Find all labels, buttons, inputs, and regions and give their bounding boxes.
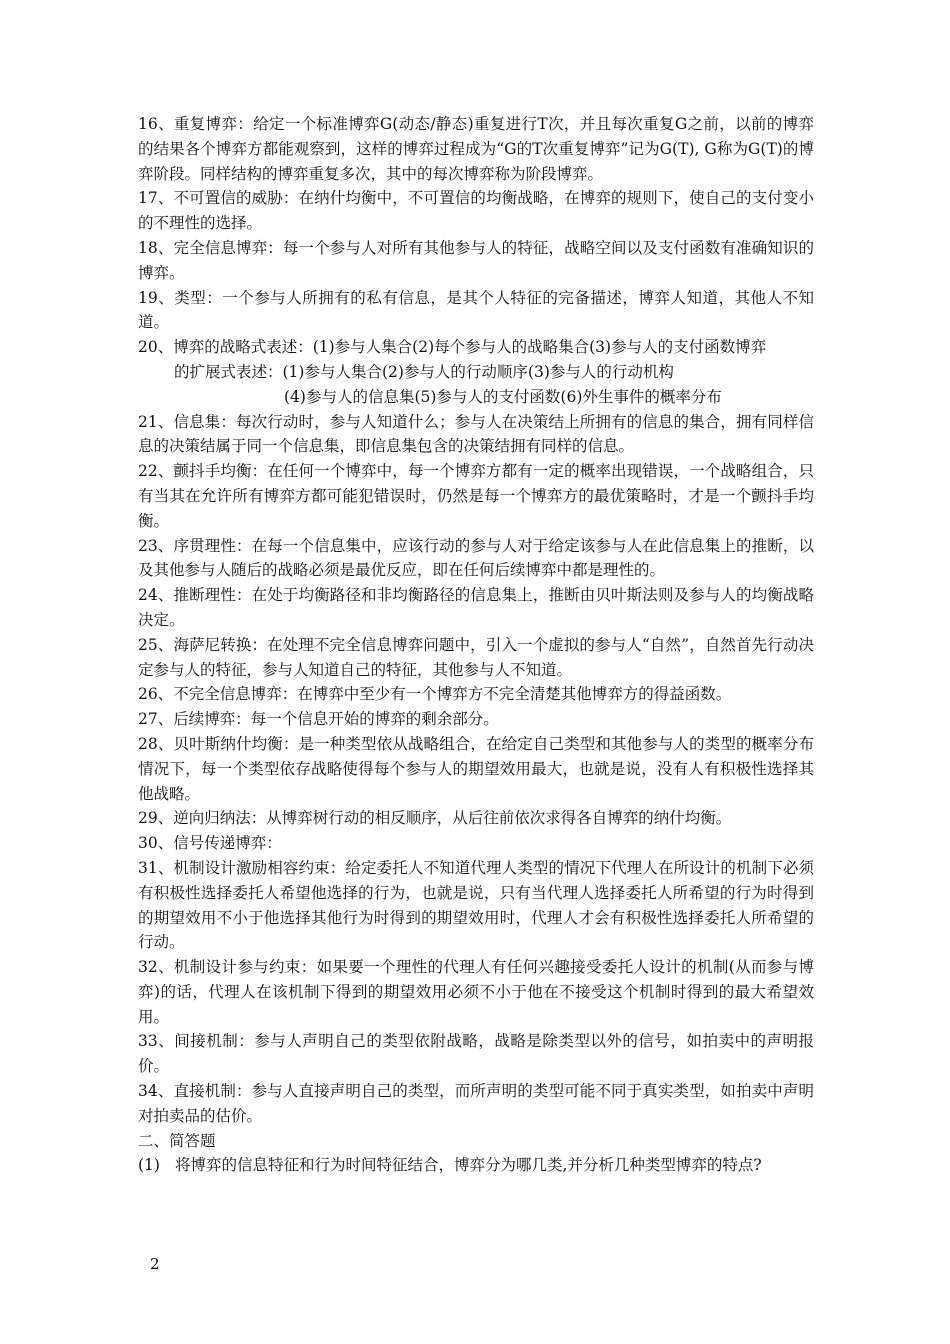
definition-incomplete-information-game: 26、不完全信息博弈：在博弈中至少有一个博弈方不完全清楚其他博弈方的得益函数。 [138, 685, 732, 704]
definition-extensive-form: 的扩展式表述：(1)参与人集合(2)参与人的行动顺序(3)参与人的行动机构 [174, 362, 674, 381]
definition-subgame: 27、后续博弈：每一个信息开始的博弈的剩余部分。 [138, 710, 499, 729]
definition-repeated-game: 16、重复博弈：给定一个标准博弈G(动态/静态)重复进行T次，并且每次重复G之前，以前的博弈的结果各个博弈方都能观察到，这样的博弈过程成为“G的T次重复博弈”记为G(T), G称为G(T)的博弈阶段。同样结构的博弈重复多次，其中的每次博弈称为阶段博弈。 [138, 115, 814, 183]
definition-belief-rationality: 24、推断理性：在处于均衡路径和非均衡路径的信息集上，推断由贝叶斯法则及参与人的均衡战略决定。 [138, 586, 814, 629]
definition-bayesian-nash-equilibrium: 28、贝叶斯纳什均衡：是一种类型依从战略组合，在给定自己类型和其他参与人的类型的概率分布情况下，每一个类型依存战略使得每个参与人的期望效用最大，也就是说，没有人有积极性选择其他战略。 [138, 734, 814, 803]
question-text: 将博弈的信息特征和行为时间特征结合，博弈分为哪几类,并分析几种类型博弈的特点? [175, 1156, 762, 1175]
definition-harsanyi-transformation: 25、海萨尼转换：在处理不完全信息博弈问题中，引入一个虚拟的参与人“自然”，自然首先行动决定参与人的特征，参与人知道自己的特征，其他参与人不知道。 [138, 635, 814, 679]
definition-participation-constraint: 32、机制设计参与约束：如果要一个理性的代理人有任何兴趣接受委托人设计的机制(从而参与博弈)的话，代理人在该机制下得到的期望效用必须不小于他在不接受这个机制时得到的最大希望效用。 [138, 958, 814, 1026]
definition-strategic-form: 20、博弈的战略式表述：(1)参与人集合(2)每个参与人的战略集合(3)参与人的支付函数博弈 [138, 338, 767, 357]
page-number: 2 [150, 1255, 160, 1273]
definition-indirect-mechanism: 33、间接机制：参与人声明自己的类型依附战略，战略是除类型以外的信号，如拍卖中的声明报价。 [138, 1032, 814, 1076]
definition-direct-mechanism: 34、直接机制：参与人直接声明自己的类型，而所声明的类型可能不同于真实类型，如拍卖中声明对拍卖品的估价。 [138, 1082, 814, 1125]
definition-trembling-hand-equilibrium: 22、颤抖手均衡：在任何一个博弈中，每一个博弈方都有一定的概率出现错误，一个战略组合，只有当其在允许所有博弈方都可能犯错误时，仍然是每一个博弈方的最优策略时，才是一个颤抖手均衡。 [138, 462, 814, 530]
definition-signaling-game: 30、信号传递博弈： [138, 834, 282, 853]
definition-sequential-rationality: 23、序贯理性：在每一个信息集中，应该行动的参与人对于给定该参与人在此信息集上的推断，以及其他参与人随后的战略必须是最优反应，即在任何后续博弈中都是理性的。 [138, 536, 814, 580]
section-heading: 二、简答题 [138, 1131, 216, 1150]
page-content [138, 112, 814, 1178]
definition-extensive-form-continued: (4)参与人的信息集(5)参与人的支付函数(6)外生事件的概率分布 [284, 387, 722, 406]
definition-complete-information-game: 18、完全信息博弈：每一个参与人对所有其他参与人的特征，战略空间以及支付函数有准确知识的博弈。 [138, 238, 814, 282]
question-number: (1) [138, 1156, 160, 1175]
question-item [138, 1153, 814, 1178]
definition-information-set: 21、信息集：每次行动时，参与人知道什么；参与人在决策结上所拥有的信息的集合，拥有同样信息的决策结属于同一个信息集，即信息集包含的决策结拥有同样的信息。 [138, 412, 814, 456]
definition-non-credible-threat: 17、不可置信的威胁：在纳什均衡中，不可置信的均衡战略，在博弈的规则下，使自己的支付变小的不理性的选择。 [138, 189, 814, 233]
definition-backward-induction: 29、逆向归纳法：从博弈树行动的相反顺序，从后往前依次求得各自博弈的纳什均衡。 [138, 809, 732, 828]
definition-incentive-compatibility: 31、机制设计激励相容约束：给定委托人不知道代理人类型的情况下代理人在所设计的机制下必须有积极性选择委托人希望他选择的行为，也就是说，只有当代理人选择委托人所希望的行为时得到的期望效用不小于他选择其他行为时得到的期望效用时，代理人才会有积极性选择委托人所希望的行动。 [138, 858, 814, 952]
definition-type: 19、类型：一个参与人所拥有的私有信息，是其个人特征的完备描述，博弈人知道，其他人不知道。 [138, 288, 814, 332]
